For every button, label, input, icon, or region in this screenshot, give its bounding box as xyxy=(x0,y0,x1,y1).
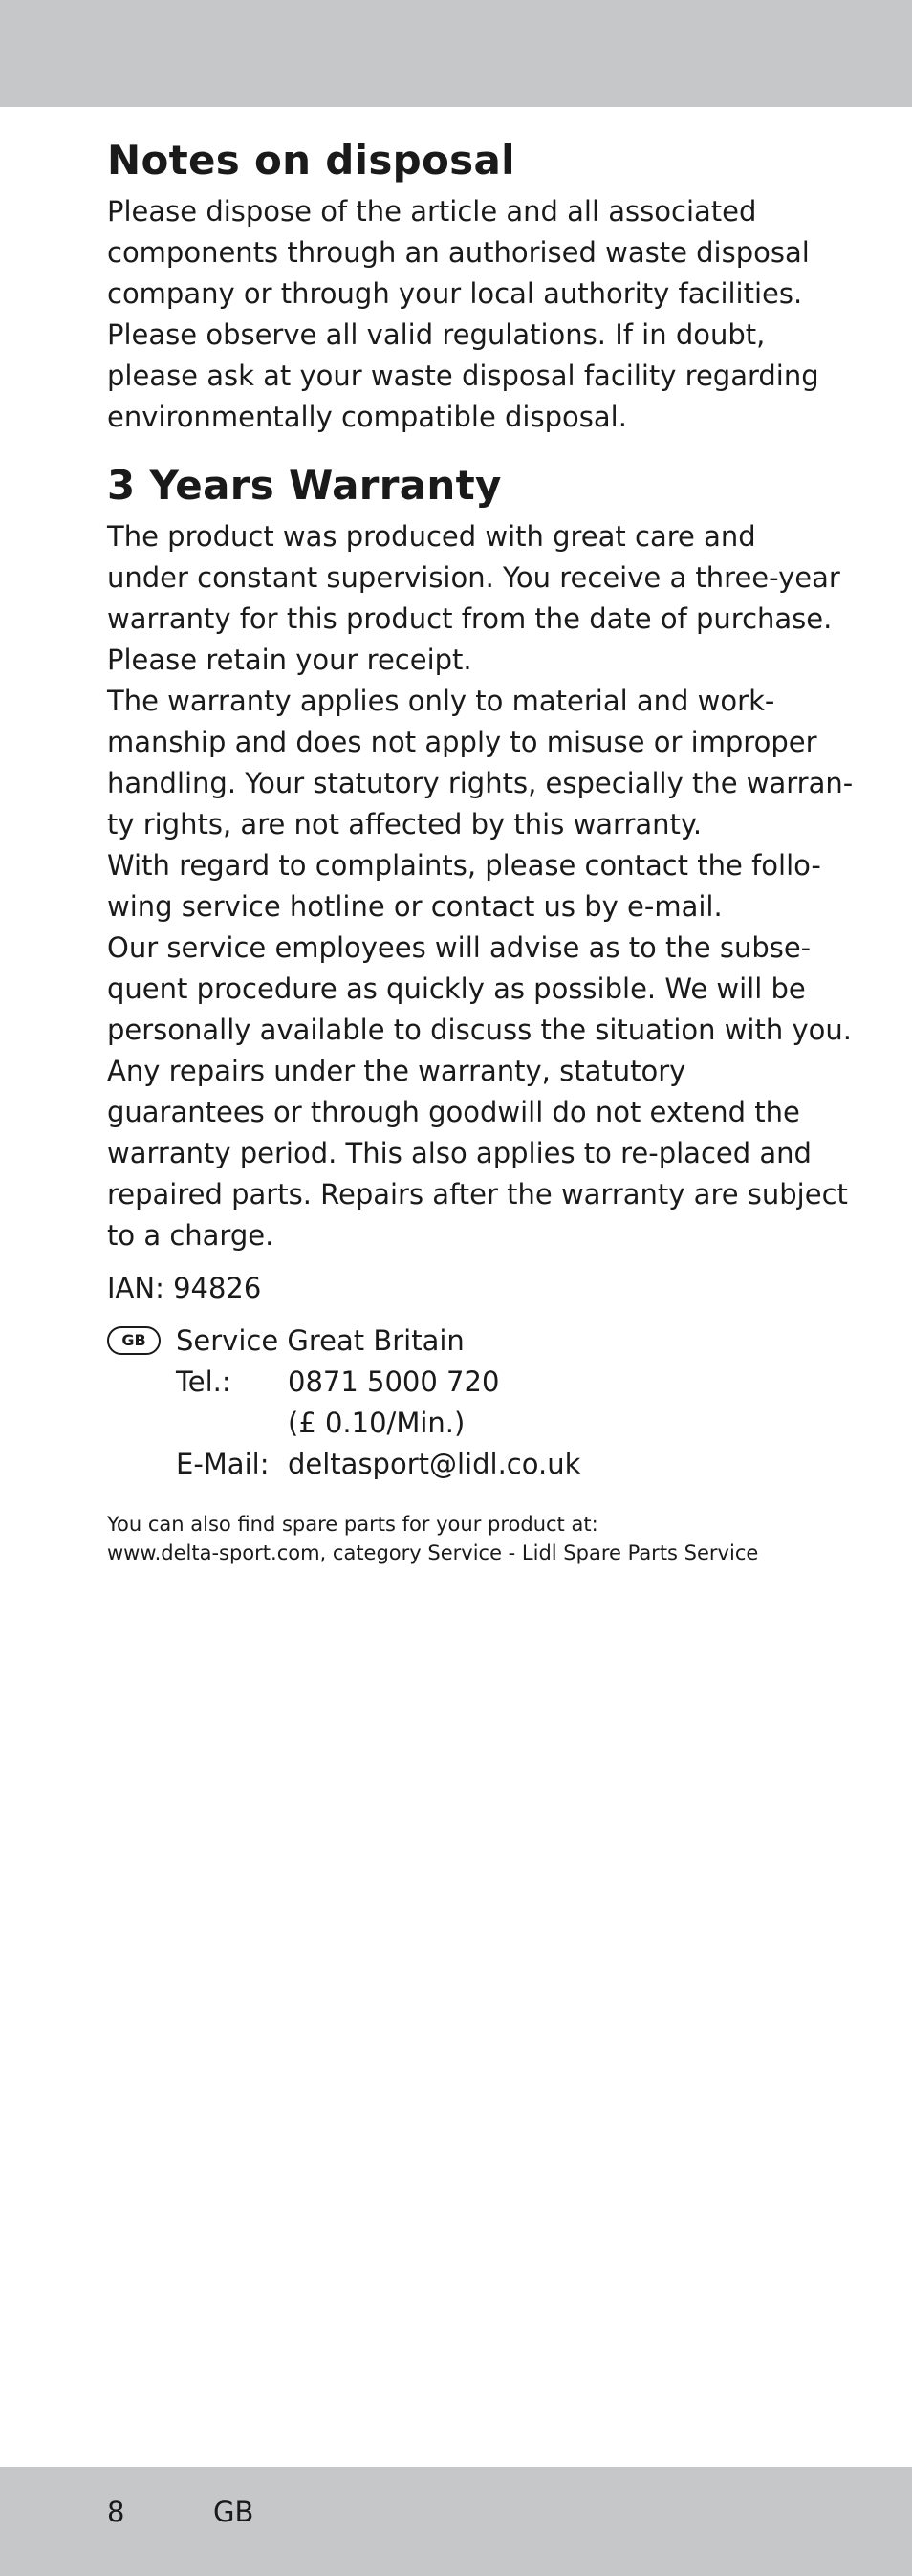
top-header-band xyxy=(0,0,912,107)
service-rate-row xyxy=(107,1403,814,1444)
text-line: ty rights, are not affected by this warranty. xyxy=(107,808,703,840)
text-line: environmentally compatible disposal. xyxy=(107,401,627,433)
warranty-heading: 3 Years Warranty xyxy=(107,462,502,509)
service-email-row xyxy=(107,1444,814,1485)
country-badge-icon: GB xyxy=(107,1326,161,1355)
tel-number[interactable]: 0871 5000 720 xyxy=(288,1365,500,1398)
page-number: 8 xyxy=(107,2496,125,2528)
service-title-row xyxy=(107,1321,814,1362)
email-label: E-Mail: xyxy=(176,1448,270,1480)
text-line: warranty for this product from the date of purchase. xyxy=(107,602,833,635)
text-line: personally available to discuss the situation with you. xyxy=(107,1014,852,1046)
spare-parts-link[interactable]: www.delta-sport.com, category Service - Lidl Spare Parts Service xyxy=(107,1541,759,1564)
text-line: quent procedure as quickly as possible. We will be xyxy=(107,972,806,1005)
service-contact-block xyxy=(107,1321,814,1485)
text-line: please ask at your waste disposal facility regarding xyxy=(107,360,819,392)
text-line: Please dispose of the article and all associated xyxy=(107,195,757,228)
text-line: wing service hotline or contact us by e-mail. xyxy=(107,890,723,923)
text-line: to a charge. xyxy=(107,1219,274,1252)
tel-rate: (£ 0.10/Min.) xyxy=(288,1407,466,1439)
spare-parts-line: You can also find spare parts for your product at: xyxy=(107,1513,598,1536)
warranty-paragraph xyxy=(107,516,854,1256)
text-line: company or through your local authority facilities. xyxy=(107,277,803,310)
text-line: components through an authorised waste disposal xyxy=(107,236,810,269)
text-line: under constant supervision. You receive a three-year xyxy=(107,561,840,594)
service-title: Service Great Britain xyxy=(176,1324,465,1357)
text-line: manship and does not apply to misuse or improper xyxy=(107,726,817,758)
text-line: guarantees or through goodwill do not extend the xyxy=(107,1096,800,1128)
text-line: Our service employees will advise as to the subse- xyxy=(107,931,812,964)
spare-parts-note xyxy=(107,1510,814,1567)
text-line: warranty period. This also applies to re-placed and xyxy=(107,1137,812,1169)
email-address[interactable]: deltasport@lidl.co.uk xyxy=(288,1448,581,1480)
text-line: The product was produced with great care and xyxy=(107,520,756,553)
text-line: With regard to complaints, please contact the follo- xyxy=(107,849,821,882)
service-tel-row xyxy=(107,1362,814,1403)
text-line: Please observe all valid regulations. If in doubt, xyxy=(107,318,766,351)
text-line: repaired parts. Repairs after the warranty are subject xyxy=(107,1178,848,1211)
text-line: Please retain your receipt. xyxy=(107,644,472,676)
ian-number: IAN: 94826 xyxy=(107,1272,262,1304)
tel-label: Tel.: xyxy=(176,1365,231,1398)
text-line: The warranty applies only to material and work- xyxy=(107,685,775,717)
page-footer xyxy=(107,2493,253,2531)
text-line: handling. Your statutory rights, especially the warran- xyxy=(107,767,854,799)
disposal-paragraph xyxy=(107,191,819,438)
footer-language: GB xyxy=(213,2496,254,2528)
page-content xyxy=(107,134,854,1567)
text-line: Any repairs under the warranty, statutory xyxy=(107,1055,686,1087)
disposal-heading: Notes on disposal xyxy=(107,137,515,184)
